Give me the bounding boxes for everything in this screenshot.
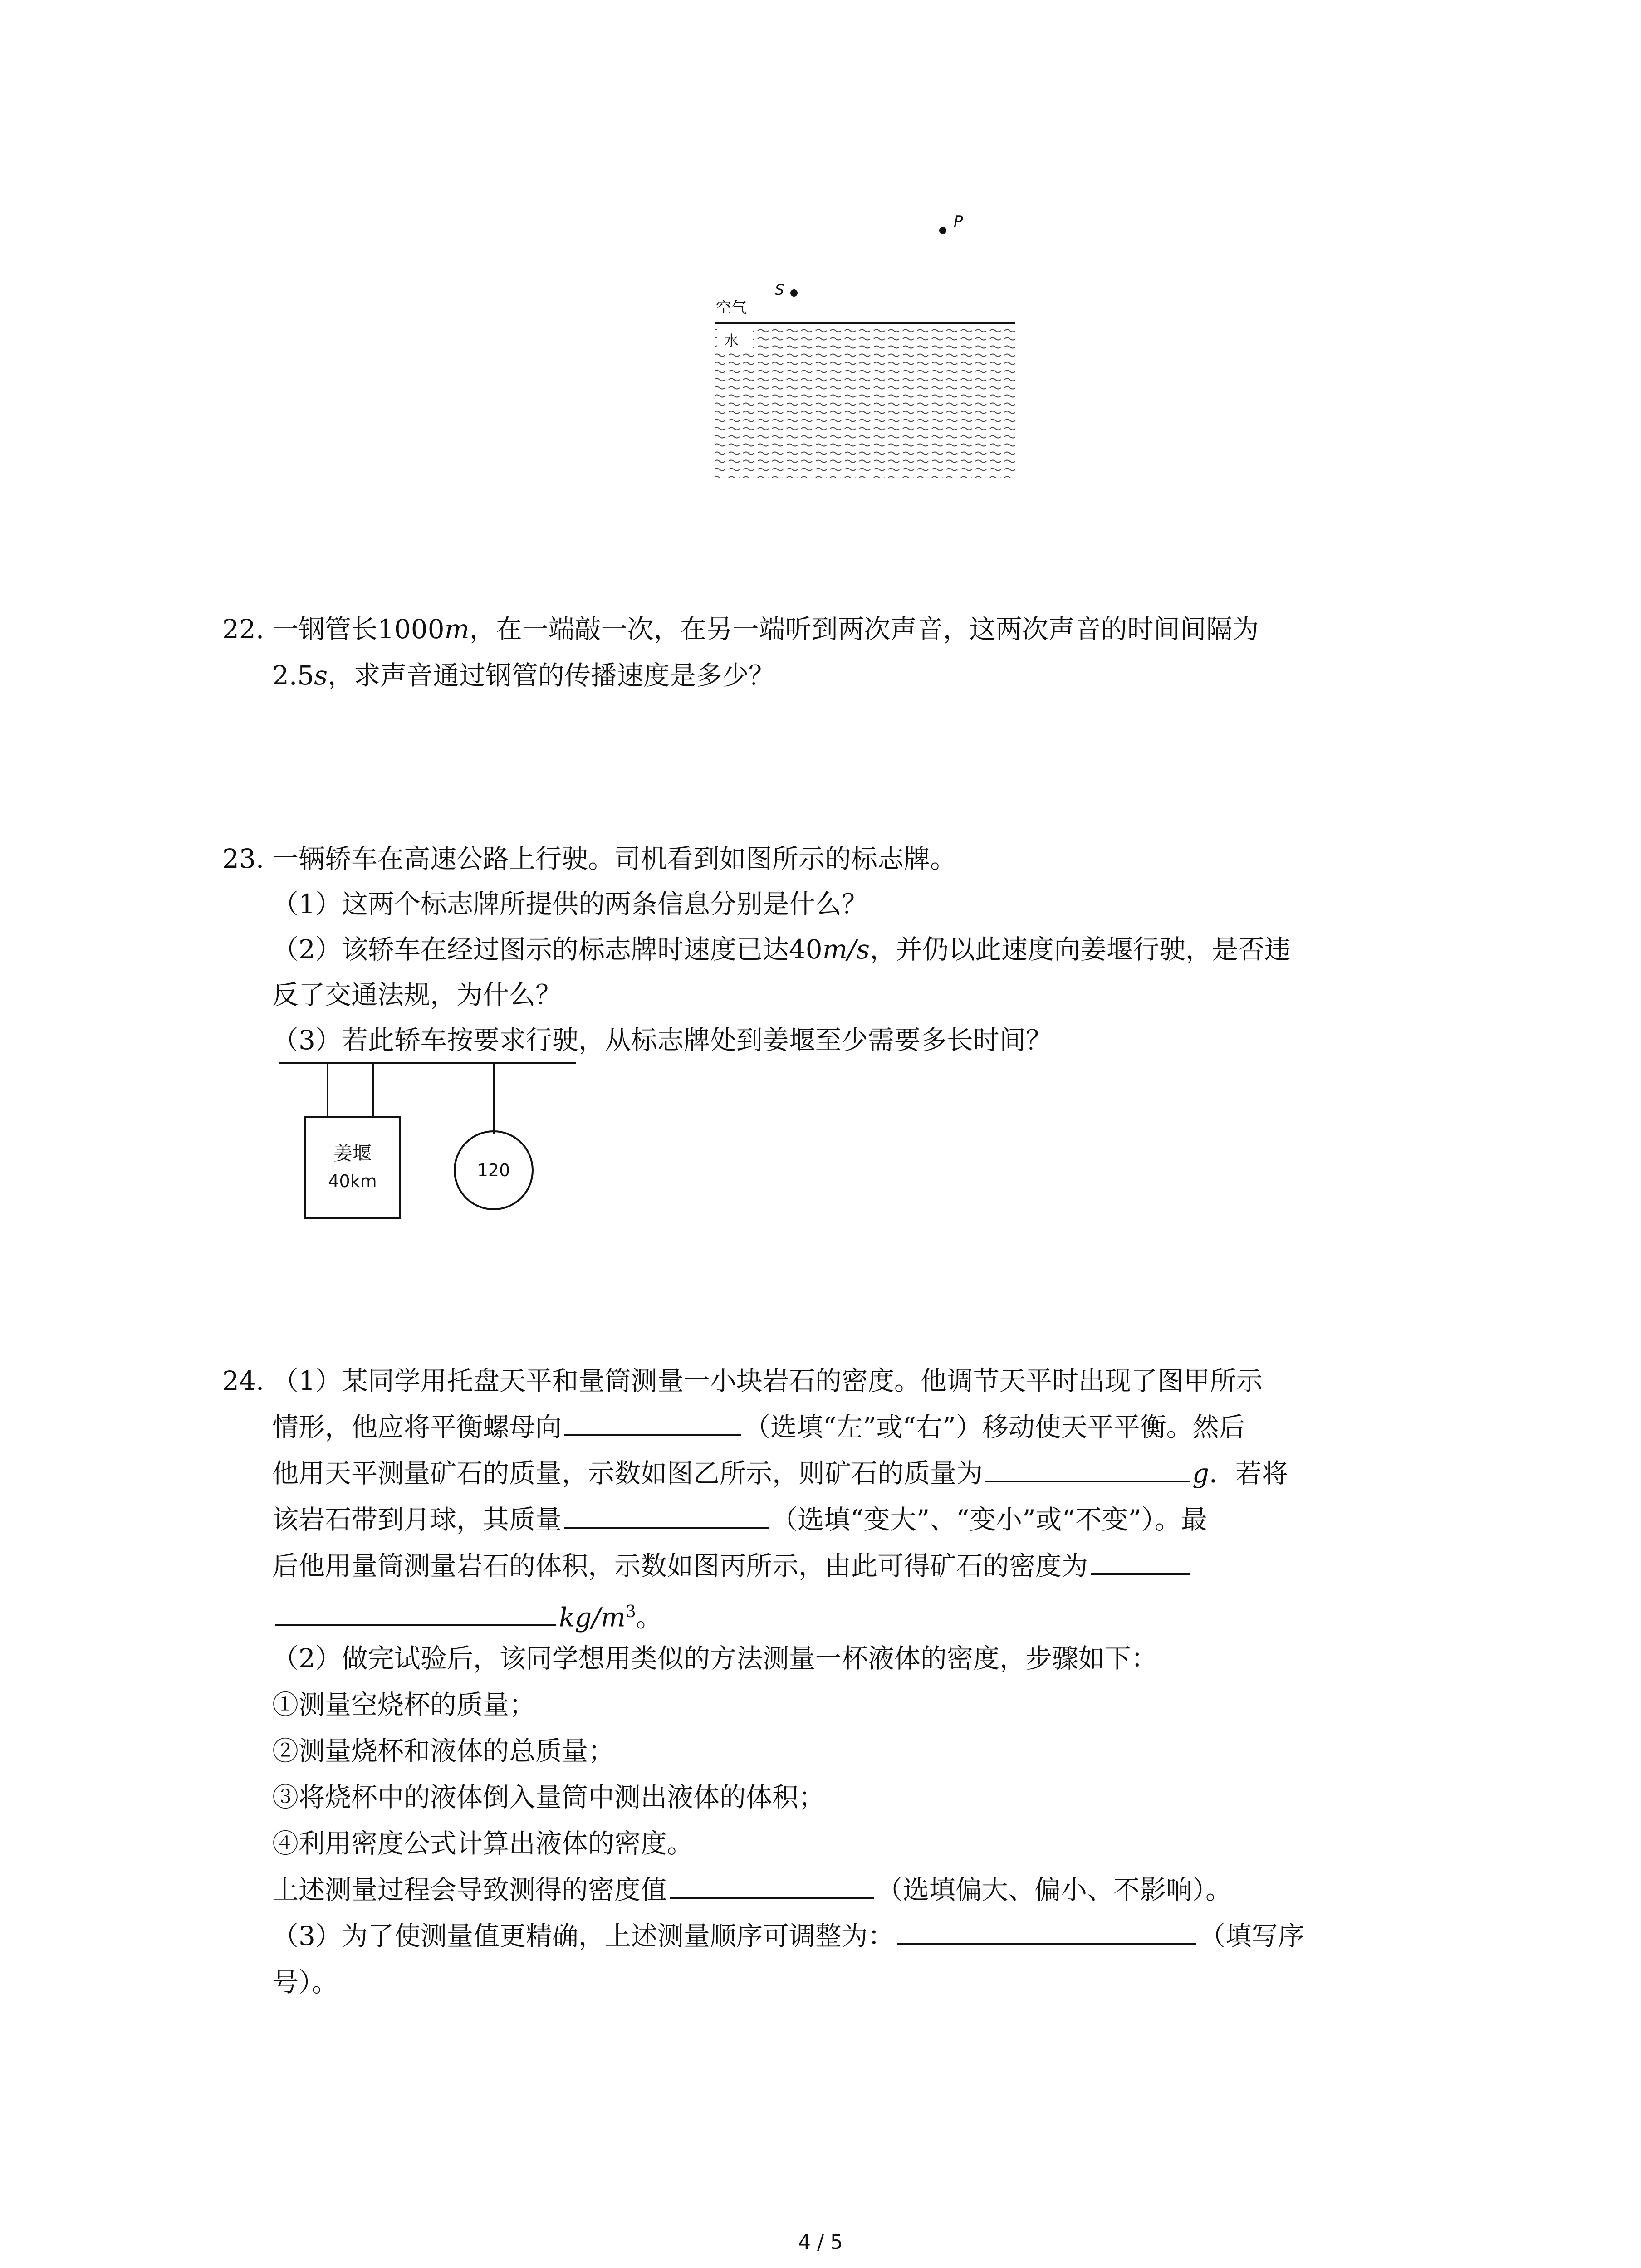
q23-sub-2a: （2）该轿车在经过图示的标志牌时速度已达40m/s，并仍以此速度向姜堰行驶，是否违 bbox=[272, 934, 1291, 965]
q22-number: 22. bbox=[222, 614, 265, 645]
road-signs-figure bbox=[277, 1059, 585, 1232]
q24-step-1: ①测量空烧杯的质量； bbox=[272, 1689, 536, 1720]
q23-sub-1: （1）这两个标志牌所提供的两条信息分别是什么？ bbox=[272, 889, 868, 919]
q23-sub-2b: 反了交通法规，为什么？ bbox=[272, 979, 562, 1010]
q24-number: 24. bbox=[222, 1365, 265, 1396]
water-region bbox=[715, 326, 1015, 478]
q24-step-3: ③将烧杯中的液体倒入量筒中测出液体的体积； bbox=[272, 1782, 825, 1813]
q23-stem: 23. 一辆轿车在高速公路上行驶。司机看到如图所示的标志牌。 bbox=[222, 841, 956, 877]
point-s-label: S bbox=[775, 281, 784, 298]
q24-line-6: $kg/m^3$。 bbox=[272, 1594, 662, 1635]
point-p-label: P bbox=[954, 213, 963, 231]
q24-part-2: （2）做完试验后，该同学想用类似的方法测量一杯液体的密度，步骤如下： bbox=[272, 1643, 1157, 1674]
q24-step-2: ②测量烧杯和液体的总质量； bbox=[272, 1735, 615, 1766]
q24-line-3: 他用天平测量矿石的质量，示数如图乙所示，则矿石的质量为 g．若将 bbox=[272, 1455, 1288, 1491]
q24-part-2-question: 上述测量过程会导致测得的密度值 （选填偏大、偏小、不影响）。 bbox=[272, 1872, 1232, 1908]
q24-part-3: （3）为了使测量值更精确，上述测量顺序可调整为： （填写序 bbox=[272, 1918, 1304, 1954]
answer-blank-mass[interactable] bbox=[985, 1455, 1190, 1482]
answer-blank-density-part1[interactable] bbox=[1091, 1548, 1190, 1575]
q24-line-1: 24. （1）某同学用托盘天平和量筒测量一小块岩石的密度。他调节天平时出现了图甲所示 bbox=[222, 1363, 1263, 1399]
q22-line-1: 22. 一钢管长1000m，在一端敲一次，在另一端听到两次声音，这两次声音的时间间隔为 bbox=[222, 611, 1259, 647]
q23-number: 23. bbox=[222, 843, 265, 874]
q24-line-2: 情形，他应将平衡螺母向 （选填“左”或“右”）移动使天平平衡。然后 bbox=[272, 1409, 1245, 1445]
q23-sub-3: （3）若此轿车按要求行驶，从标志牌处到姜堰至少需要多长时间？ bbox=[272, 1025, 1052, 1056]
q24-line-4: 该岩石带到月球，其质量 （选填“变大”、“变小”或“不变”）。最 bbox=[272, 1501, 1207, 1538]
q24-line-5: 后他用量筒测量岩石的体积，示数如图丙所示，由此可得矿石的密度为 bbox=[272, 1548, 1193, 1584]
distance-sign-place: 姜堰 bbox=[333, 1142, 372, 1164]
answer-blank-density-part2[interactable] bbox=[275, 1599, 556, 1626]
answer-blank-error-effect[interactable] bbox=[670, 1872, 874, 1899]
q24-part-3-cont: 号）。 bbox=[272, 1967, 338, 1998]
refraction-figure bbox=[699, 204, 1025, 485]
point-p-dot bbox=[939, 227, 946, 234]
distance-sign-distance: 40km bbox=[328, 1171, 377, 1191]
answer-blank-order[interactable] bbox=[897, 1918, 1196, 1945]
point-s-dot bbox=[790, 289, 798, 297]
answer-blank-direction[interactable] bbox=[564, 1409, 741, 1436]
answer-blank-moon-mass[interactable] bbox=[564, 1501, 769, 1529]
q24-step-4: ④利用密度公式计算出液体的密度。 bbox=[272, 1828, 694, 1859]
distance-sign bbox=[305, 1117, 400, 1218]
speed-limit-value: 120 bbox=[477, 1160, 510, 1180]
page-number: 4 / 5 bbox=[798, 2231, 843, 2254]
q22-line-2: 2.5s，求声音通过钢管的传播速度是多少？ bbox=[272, 660, 775, 691]
air-label: 空气 bbox=[716, 299, 747, 317]
water-label: 水 bbox=[724, 332, 739, 349]
